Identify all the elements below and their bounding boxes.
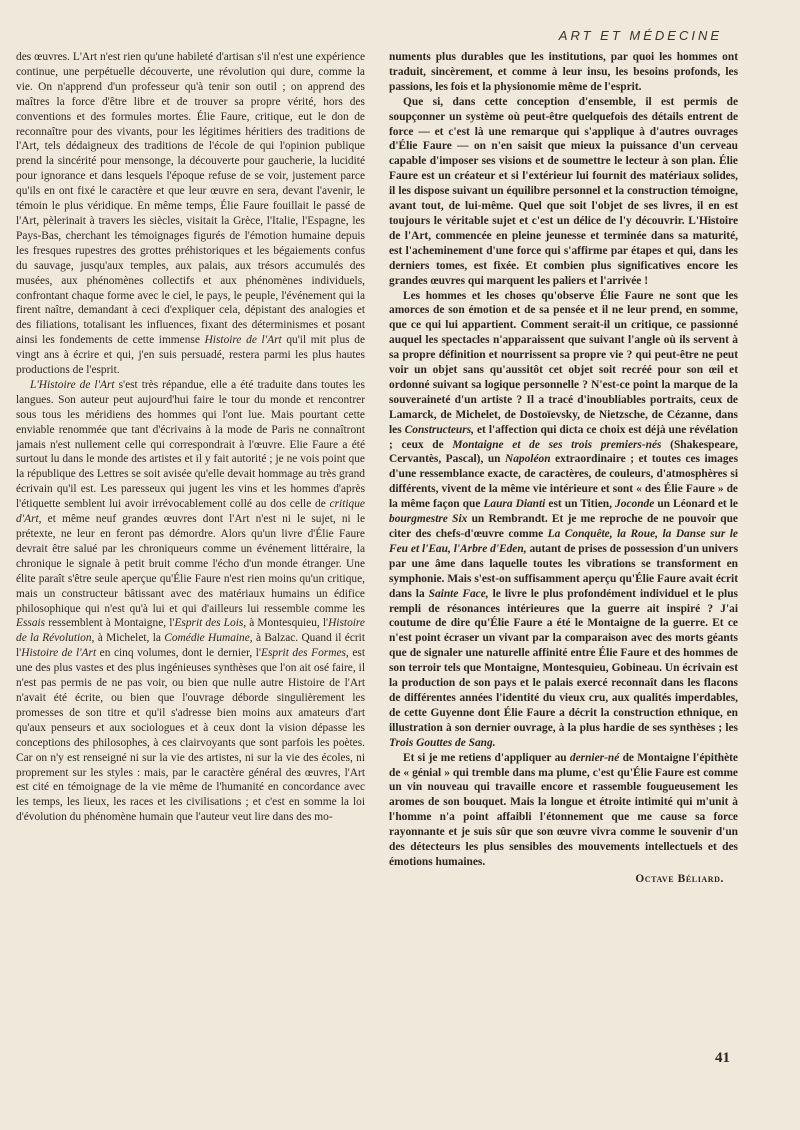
paragraph: Que si, dans cette conception d'ensemble, il est permis de soupçonner un système où peut-être quelquefois des détails entrent de force — et c'est là une remarque qui s'applique à d'autres ouvrages d'Élie Faure — on n'en saisit que mieux la puissance d'un cerveau capable d'imposer ses visions et de soumettre le lecteur à son plan. Élie Faure est un créateur et si l'extérieur lui fournit des matériaux solides, il les dispose suivant un équilibre personnel et la construction témoigne, avant tout, de lui-même. Quel que soit l'objet de ses livres, il en est toujours le véritable sujet et c'est un délice de l'y découvrir. L'Histoire de l'Art, commencée en pleine jeunesse et terminée dans sa maturité, est l'acheminement d'une force qui s'affirme par étapes et qui, dans les derniers tomes, est fixée. Et combien plus significatives encore les grandes œuvres qui marquent les paliers et l'arrivée ! <box>389 95 738 287</box>
paragraph: numents plus durables que les institutions, par quoi les hommes ont traduit, sincèrement, et comme à leur insu, les besoins profonds, les passions, les fois et la physionomie même de l'esprit. <box>389 51 738 93</box>
right-column <box>389 50 738 1050</box>
left-column <box>16 50 365 1050</box>
paragraph: Et si je me retiens d'appliquer au dernier-né de Montaigne l'épithète de « génial » qui tremble dans ma plume, c'est qu'Élie Faure est comme un vin nouveau qui travaille encore et rassemble fougueusement les aromes de son bouquet. Mais la longue et étroite intimité qui m'unit à l'homme n'a point affaibli l'étonnement que me cause sa force rayonnante et je suis sûr que son œuvre vivra comme le souvenir d'un des détecteurs les plus sensibles des mouvements intellectuels et des émotions humaines. <box>389 751 738 868</box>
paragraph: L'Histoire de l'Art s'est très répandue, elle a été traduite dans toutes les langues. Son auteur peut aujourd'hui faire le tour du monde et rencontrer sous tous les méridiens des hommes qui l'ont lue. Mais pourtant cette enviable renommée que tant d'écrivains à la mode de Paris ne connaîtront jamais n'est nullement celle qui correspondrait à l'œuvre. Elie Faure a été surtout lu dans le monde des artistes et il y fait autorité ; je ne vois point que la république des Lettres se soit avisée qu'elle devait hommage au très grand écrivain qu'il est. Les paresseux qui jugent les vins et les hommes d'après l'étiquette semblent lui avoir irrévocablement collé au dos celle de critique d'Art, et même neuf grandes œuvres dont l'Art n'est ni le sujet, ni le prétexte, ne leur en feront pas démordre. Alors qu'un livre d'Élie Faure devrait être salué par les chroniqueurs comme un événement littéraire, la chronique le signale à petit bruit comme l'écho d'un monde étranger. Une élite paraît s'être seule aperçue qu'Élie Faure n'est rien moins qu'un critique, mais un constructeur bâtissant avec des matériaux humains un édifice philosophique qui n'est qu'à lui et qui d'ailleurs lui ressemble comme les Essais ressemblent à Montaigne, l'Esprit des Lois, à Montesquieu, l'Histoire de la Révolution, à Michelet, la Comédie Humaine, à Balzac. Quand il écrit l'Histoire de l'Art en cinq volumes, dont le dernier, l'Esprit des Formes, est une des plus vastes et des plus ingénieuses synthèses que l'on ait osé faire, il n'est pas permis de ne pas voir, ou bien que nulle autre Histoire de l'Art n'avait été écrite, ou bien que l'ouvrage déborde singulièrement les promesses de son titre et qu'il s'adresse bien moins aux amateurs d'art qu'aux penseurs et aux sociologues et à ceux dont la vision dépasse les conceptions des philosophes, à ces clairvoyants que sont parfois les poètes. Car on n'y est renseigné ni sur la vie des artistes, ni sur la vie des écoles, ni proprement sur les styles : mais, par le caractère général des œuvres, l'Art est cité en témoignage de la vie même de l'humanité en concordance avec les temps, les lieux, les races et les civilisations ; et c'est en somme la loi d'évolution du phénomène humain que l'auteur veut lire dans des mo- <box>16 378 365 824</box>
running-title: ART ET MÉDECINE <box>558 28 722 43</box>
article-columns <box>16 50 738 1050</box>
paragraph: Les hommes et les choses qu'observe Élie Faure ne sont que les amorces de son émotion et de sa pensée et il ne leur prend, en somme, que ce qui lui appartient. Comment serait-il un critique, ce passionné auquel les spectacles n'apparaissent que suivant l'angle où ils servent à sa propre définition et nourrissent sa propre vie ? qui peut-être ne peut voir un objet sans qu'aussitôt cet objet soit recréé pour son œil et ordonné suivant sa logique personnelle ? N'est-ce point la marque de la souveraineté d'un artiste ? Il a tracé d'inoubliables portraits, ceux de Lamarck, de Michelet, de Dostoïevsky, de Nietzsche, de Cézanne, dans les Constructeurs, et l'affection qui dicta ce choix est déjà une révélation ; ceux de Montaigne et de ses trois premiers-nés (Shakespeare, Cervantès, Pascal), un Napoléon extraordinaire ; et toutes ces images d'une ressemblance exacte, de caractères, de couleurs, d'atmosphères si différents, vivent de la même vie intérieure et sont « des Élie Faure » de la même façon que Laura Dianti est un Titien, Joconde un Léonard et le bourgmestre Six un Rembrandt. Et je me reproche de ne pouvoir que citer des chefs-d'œuvre comme La Conquête, la Roue, la Danse sur le Feu et l'Eau, l'Arbre d'Eden, autant de prises de possession d'un univers par une âme dans laquelle toutes les vibrations se transforment en symphonie. Mais s'est-on suffisamment aperçu qu'Élie Faure avait écrit dans la Sainte Face, le livre le plus profondément individuel et le plus rempli de résonances intérieures que la guerre ait inspiré ? J'ai coutume de dire qu'Élie Faure a été le Montaigne de la guerre. Et ce n'est point écraser un vivant par la comparaison avec des morts géants que de signaler une naturelle affinité entre Élie Faure et des hommes de son terroir tels que Montaigne, Montesquieu, Gobineau. Un écrivain est la production de son pays et le palais exercé reconnaît dans les flacons de différentes années l'identité du vieux cru, aux qualités imperdables, de cette Guyenne dont Élie Faure a décrit la construction ethnique, en illustration à son dernier ouvrage, à la plus hardie de ses synthèses ; les Trois Gouttes de Sang. <box>389 289 738 749</box>
author-signature: Octave Béliard. <box>635 872 724 885</box>
paragraph: des œuvres. L'Art n'est rien qu'une habileté d'artisan s'il n'est une expérience continue, une perpétuelle découverte, une révolution qui dure, comme la vie. On n'apprend d'un professeur qu'à tenir son outil ; on apprend des maîtres la force d'être libre et de trouver sa propre vérité, hors des conventions et des formules mortes. Élie Faure, critique, eut le don de reconnaître pour des vivants, pour les légitimes héritiers des traditions de l'Art, tels dédaigneux des traditions de l'école de qui l'opinion publique prend la sincérité pour mensonge, la découverte pour gaucherie, la lucidité pour ignorance et dans lesquels l'époque refuse de se voir, justement parce qu'ils en ont fixé le caractère et que leur œuvre en sera, devant l'avenir, le témoin le plus véridique. En même temps, Élie Faure fouillait le passé de l'Art, pèlerinait à travers les siècles, visitait la Grèce, l'Italie, l'Espagne, les Pays-Bas, cherchant les témoignages figurés de l'émotion humaine depuis les fresques rupestres des grottes préhistoriques et les bégaiements confus du sauvage, jusqu'aux temples, aux palais, aux trésors accumulés des musées, aux phénomènes collectifs et aux phénomènes individuels, confrontant chaque forme avec le ciel, le pays, le peuple, l'événement qui la firent naître, demandant à ceci d'expliquer cela, dépistant des analogies et des filiations, totalisant les influences, fixant des déterminismes et posant ainsi les fondements de cette immense Histoire de l'Art qu'il mit plus de vingt ans à écrire et qui, j'en suis persuadé, restera parmi les plus hautes productions de l'esprit. <box>16 51 365 377</box>
page-number: 41 <box>715 1050 730 1066</box>
